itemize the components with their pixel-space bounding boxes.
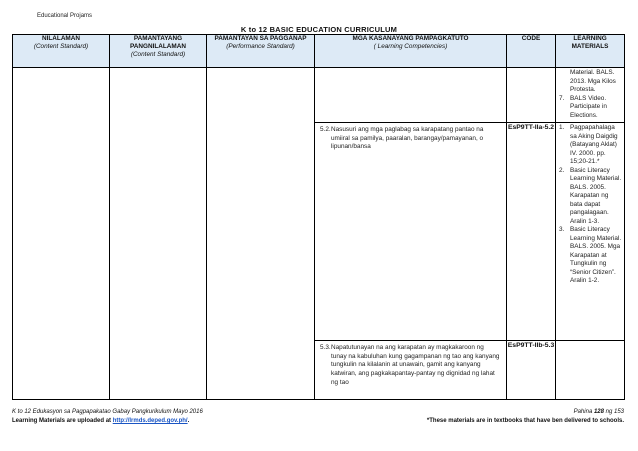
column-header-title: CODE xyxy=(521,35,541,42)
code-cell xyxy=(507,68,556,123)
material-number: 2. xyxy=(559,166,565,174)
column-header-title: LEARNING MATERIALS xyxy=(571,35,609,50)
column-header-title: PAMANTAYANG PANGNILALAMAN xyxy=(130,35,186,50)
competency-number: 5.3. xyxy=(320,344,331,352)
competency-text: Napatutunayan na ang karapatan ay magkakaroon ng tunay na kabuluhan kung gagampanan ng tao ang kanyang tungkulin na kilalanin at unawain, gamit ang kanyang katwiran, ang pagkakapantay-pantay ng dignidad ng lahat ng tao xyxy=(331,344,500,386)
material-text: Basic Literacy Learning Material. BALS. 2005. Mga Karapatan at Tungkulin ng “Senior Citizen”. Aralin 1-2. xyxy=(570,226,622,285)
column-header-performance-standard xyxy=(207,35,315,68)
material-item xyxy=(559,95,622,121)
competency-code: EsP9TT-IIb-5.3 xyxy=(507,342,555,350)
page-prefix: Pahina xyxy=(573,409,594,415)
footer-upload-prefix: Learning Materials are uploaded at xyxy=(12,418,113,424)
column-header-code xyxy=(507,35,556,68)
column-header-title: PAMANTAYAN SA PAGGANAP xyxy=(214,35,307,42)
materials-cell xyxy=(556,341,625,400)
column-header-content xyxy=(13,35,110,68)
column-header-subtitle: (Content Standard) xyxy=(130,51,186,58)
code-cell xyxy=(507,123,556,341)
material-number: 1. xyxy=(559,124,565,132)
document-title: K to 12 BASIC EDUCATION CURRICULUM xyxy=(240,25,398,34)
footer-curriculum-guide: K to 12 Edukasyon sa Pagpapakatao Gabay Pangkurikulum Mayo 2016 xyxy=(12,409,203,415)
material-text: Basic Literacy Learning Material. BALS. 2005. Karapatan ng bata dapat pangalagaan. Aralin 1-3. xyxy=(570,166,622,225)
material-text: Pagpapahalaga sa Aking Daigdig (Batayang Aklat) IV. 2000. pp. 15;20-21.* xyxy=(570,124,618,166)
competency-text: Nasusuri ang mga paglabag sa karapatang pantao na umiiral sa pamilya, paaralan, barangay/pamayanan, o lipunan/bansa xyxy=(331,126,484,151)
code-cell xyxy=(507,341,556,400)
content-cell xyxy=(13,68,110,400)
header-top-label: Educational Projams xyxy=(37,13,93,19)
page-number xyxy=(574,409,624,415)
material-item xyxy=(559,69,622,95)
column-header-subtitle: (Content Standard) xyxy=(33,43,89,50)
page-suffix: ng 153 xyxy=(603,409,624,415)
materials-cell xyxy=(556,68,625,123)
materials-cell xyxy=(556,123,625,341)
competency-code: EsP9TT-IIa-5.2 xyxy=(507,124,555,132)
page-current: 128 xyxy=(593,409,604,415)
table-header-row xyxy=(13,35,625,68)
column-header-content-standard xyxy=(110,35,207,68)
material-text: BALS Video. Participate in Elections. xyxy=(570,94,607,119)
column-header-subtitle: ( Learning Competencies) xyxy=(373,43,448,50)
performance-standard-cell xyxy=(207,68,315,400)
column-header-title: MGA KASANAYANG PAMPAGKATUTO xyxy=(352,35,469,42)
column-header-competencies xyxy=(315,35,507,68)
material-item xyxy=(559,226,622,286)
footer-upload-note xyxy=(12,418,189,424)
column-header-title: NILALAMAN xyxy=(42,35,80,42)
table-row xyxy=(13,68,625,123)
lrmds-link[interactable]: http://lrmds.deped.gov.ph/ xyxy=(112,418,188,424)
material-number: 7. xyxy=(559,94,565,102)
material-number xyxy=(559,69,570,95)
material-text: Material. BALS. 2013. Mga Kilos Protesta. xyxy=(570,69,616,94)
footer-upload-suffix: . xyxy=(187,418,190,424)
material-number: 3. xyxy=(559,226,565,234)
column-header-subtitle: (Performance Standard) xyxy=(226,43,295,50)
curriculum-table xyxy=(12,34,625,400)
column-header-learning-materials xyxy=(556,35,625,68)
material-item xyxy=(559,124,622,167)
footer-textbook-note: *These materials are in textbooks that have ben delivered to schools. xyxy=(426,418,624,424)
material-item xyxy=(559,167,622,227)
competency-cell xyxy=(315,341,507,400)
competency-cell xyxy=(315,123,507,341)
competency-number: 5.2. xyxy=(320,126,331,134)
content-standard-cell xyxy=(110,68,207,400)
competency-cell xyxy=(315,68,507,123)
